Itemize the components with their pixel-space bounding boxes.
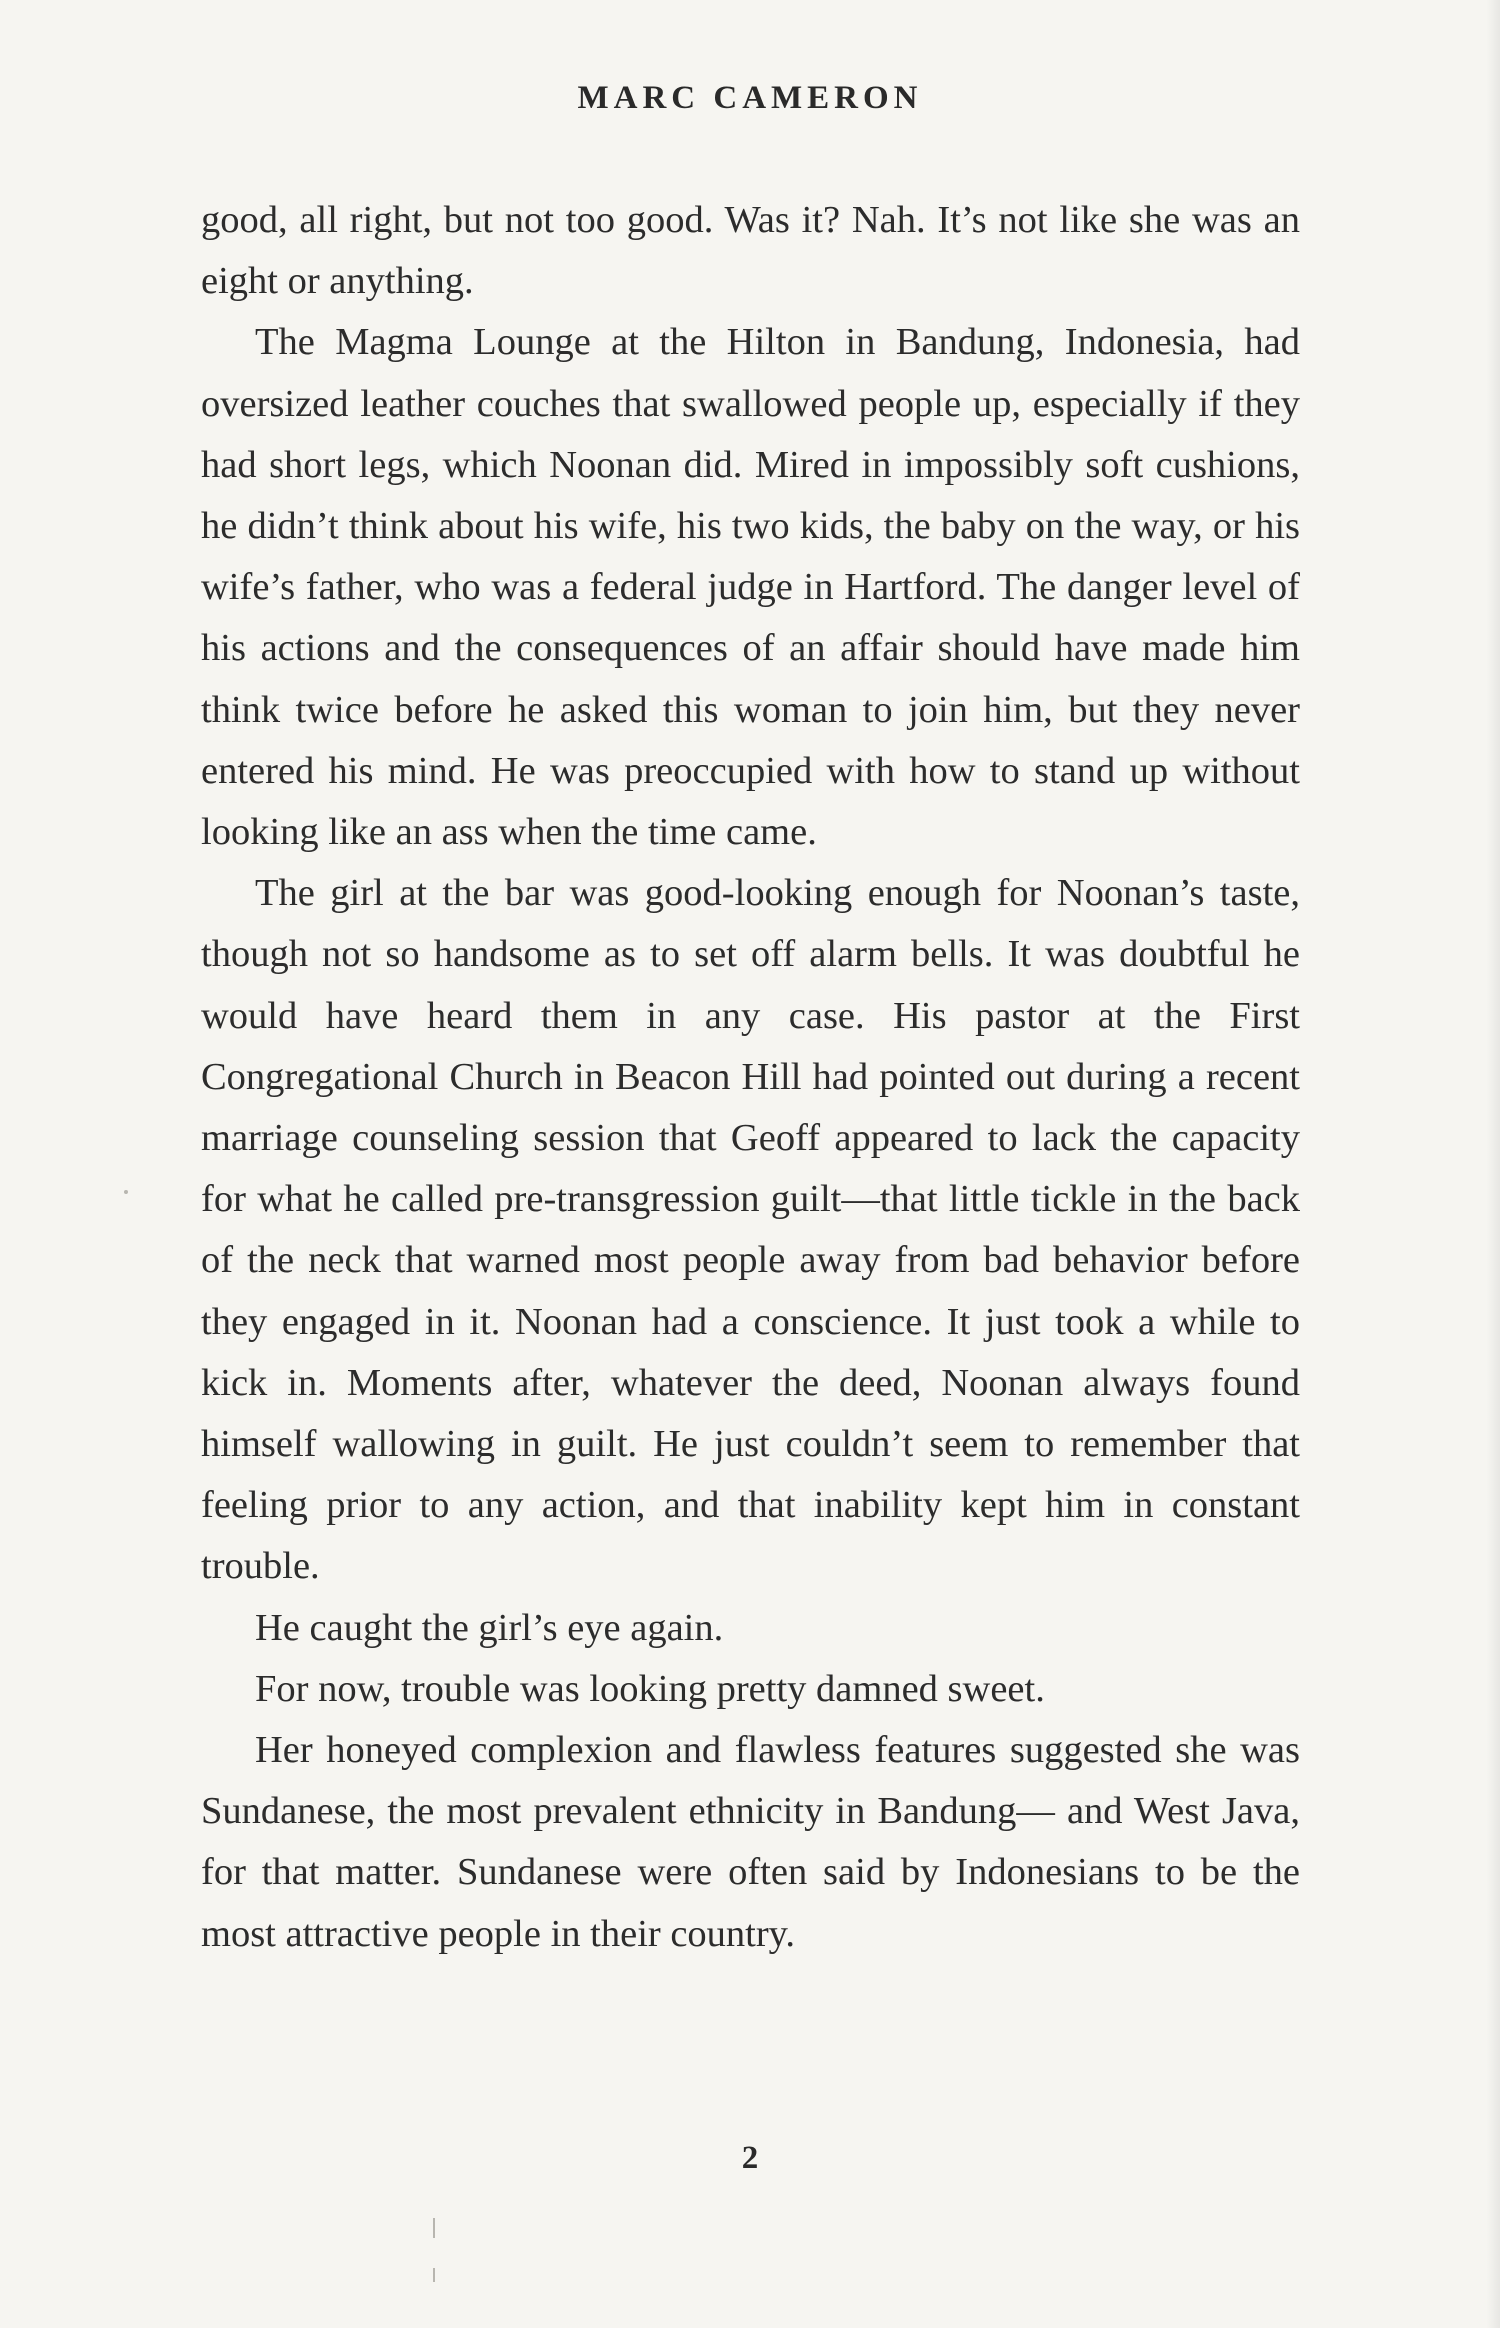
paragraph-5: For now, trouble was looking pretty damned sweet. bbox=[255, 1667, 1045, 1710]
paragraph-2: The Magma Lounge at the Hilton in Bandung, Indonesia, had oversized leather couches that swallowed people up, especially if they had short legs, which Noonan did. Mired in impossibly soft cushions, he didn’t think about his wife, his two kids, the baby on the way, or his wife’s father, who was a federal judge in Hartford. The danger level of his actions and the consequences of an affair should have made him think twice before he asked this woman to join him, but they never entered his mind. He was preoccupied with how to stand up without looking like an ass when the time came. bbox=[201, 321, 1300, 854]
running-head-author: MARC CAMERON bbox=[577, 80, 923, 116]
page-edge-shadow bbox=[1486, 0, 1500, 2328]
scan-artifact bbox=[124, 1190, 128, 1194]
body-text bbox=[201, 190, 1300, 1965]
paragraph-6: Her honeyed complexion and flawless features suggested she was Sundanese, the most prevalent ethnicity in Bandung— and West Java, for that matter. Sundanese were often said by Indonesians to be the most attractive people in their country. bbox=[201, 1729, 1300, 1955]
scan-artifact bbox=[433, 2268, 435, 2282]
paragraph-4: He caught the girl’s eye again. bbox=[255, 1606, 724, 1649]
paragraph-3: The girl at the bar was good-looking enough for Noonan’s taste, though not so handsome as to set off alarm bells. It was doubtful he would have heard them in any case. His pastor at the First Congregational Church in Beacon Hill had pointed out during a recent marriage counseling session that Geoff appeared to lack the capacity for what he called pre-transgression guilt—that little tickle in the back of the neck that warned most people away from bad behavior before they engaged in it. Noonan had a conscience. It just took a while to kick in. Moments after, whatever the deed, Noonan always found himself wallowing in guilt. He just couldn’t seem to remember that feeling prior to any action, and that inability kept him in constant trouble. bbox=[201, 872, 1300, 1588]
page-number: 2 bbox=[741, 2140, 759, 2176]
paragraph-1: good, all right, but not too good. Was it? Nah. It’s not like she was an eight or anything. bbox=[201, 199, 1300, 303]
scan-artifact bbox=[433, 2218, 435, 2238]
